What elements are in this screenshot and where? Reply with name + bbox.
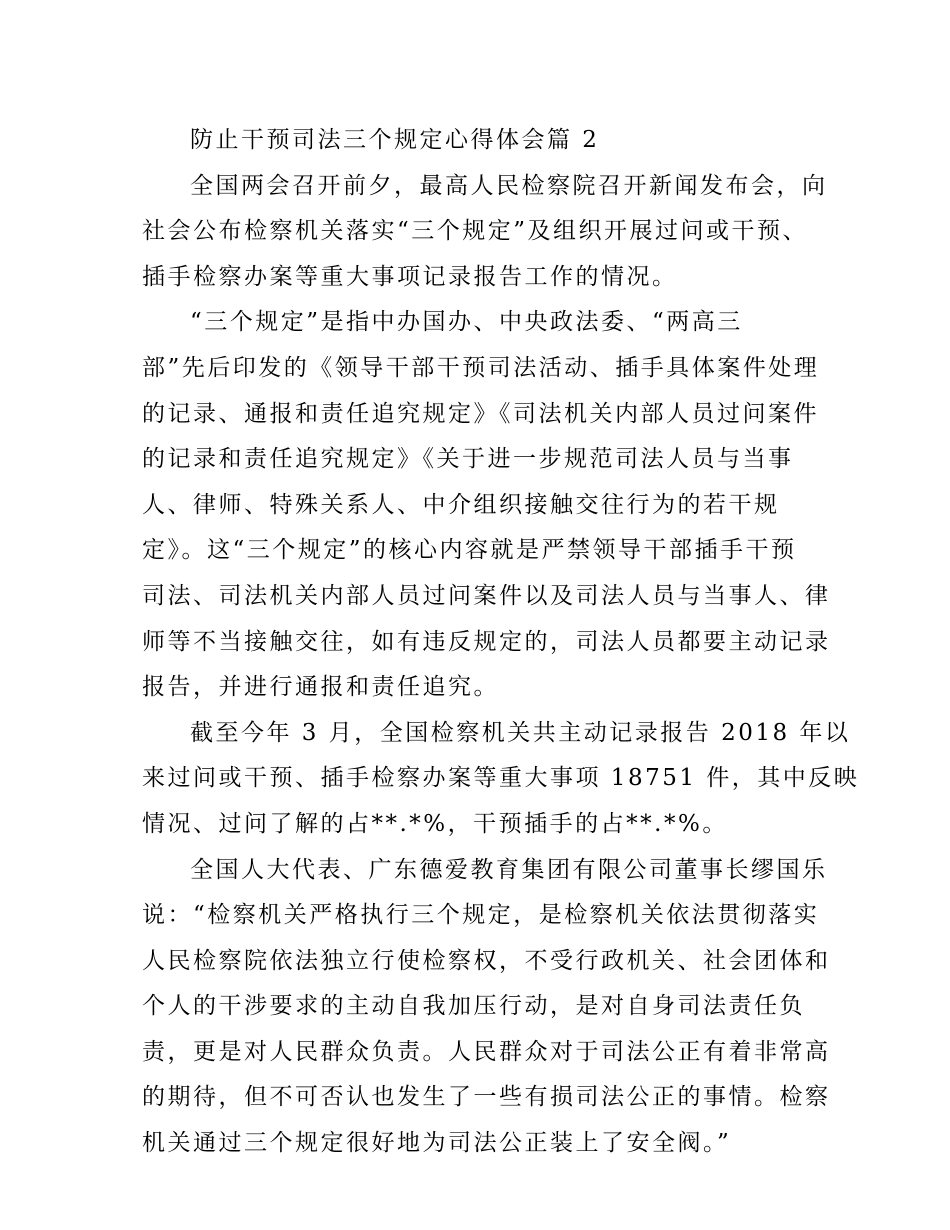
paragraph-line: 个人的干涉要求的主动自我加压行动，是对自身司法责任负 — [142, 993, 805, 1020]
paragraph-line: 插手检察办案等重大事项记录报告工作的情况。 — [142, 263, 678, 290]
paragraph-2 — [142, 300, 831, 710]
paragraph-line: 报告，并进行通报和责任追究。 — [142, 674, 499, 701]
paragraph-line: 人民检察院依法独立行使检察权，不受行政机关、社会团体和 — [142, 947, 831, 974]
document-title: 防止干预司法三个规定心得体会篇 2 — [190, 127, 600, 153]
paragraph-line: “三个规定”是指中办国办、中央政法委、“两高三 — [190, 309, 743, 336]
paragraph-line: 机关通过三个规定很好地为司法公正装上了安全阀。” — [142, 1130, 732, 1157]
document-body — [142, 118, 860, 1167]
paragraph-4 — [142, 848, 831, 1167]
paragraph-line: 部”先后印发的《领导干部干预司法活动、插手具体案件处理 — [142, 354, 820, 381]
paragraph-line: 的记录和责任追究规定》《关于进一步规范司法人员与当事 — [142, 446, 794, 473]
paragraph-line: 情况、过问了解的占**.*%，干预插手的占**.*%。 — [142, 810, 728, 837]
paragraph-line: 师等不当接触交往，如有违反规定的，司法人员都要主动记录 — [142, 628, 831, 655]
paragraph-line: 司法、司法机关内部人员过问案件以及司法人员与当事人、律 — [142, 582, 831, 609]
paragraph-line: 社会公布检察机关落实“三个规定”及组织开展过问或干预、 — [142, 218, 809, 245]
paragraph-3 — [142, 711, 860, 848]
paragraph-line: 人、律师、特殊关系人、中介组织接触交往行为的若干规 — [142, 491, 780, 518]
paragraph-line: 的记录、通报和责任追究规定》《司法机关内部人员过问案件 — [142, 400, 819, 427]
paragraph-line: 全国人大代表、广东德爱教育集团有限公司董事长缪国乐 — [190, 856, 828, 883]
paragraph-line: 责，更是对人民群众负责。人民群众对于司法公正有着非常高 — [142, 1038, 831, 1065]
paragraph-line: 来过问或干预、插手检察办案等重大事项 18751 件，其中反映 — [142, 765, 860, 792]
paragraph-line: 说：“检察机关严格执行三个规定，是检察机关依法贯彻落实 — [142, 902, 820, 929]
paragraph-line: 全国两会召开前夕，最高人民检察院召开新闻发布会，向 — [190, 172, 828, 199]
paragraph-line: 定》。这“三个规定”的核心内容就是严禁领导干部插手干预 — [142, 537, 797, 564]
paragraph-line: 截至今年 3 月，全国检察机关共主动记录报告 2018 年以 — [190, 719, 851, 746]
paragraph-1 — [142, 164, 828, 301]
paragraph-line: 的期待，但不可否认也发生了一些有损司法公正的事情。检察 — [142, 1084, 831, 1111]
